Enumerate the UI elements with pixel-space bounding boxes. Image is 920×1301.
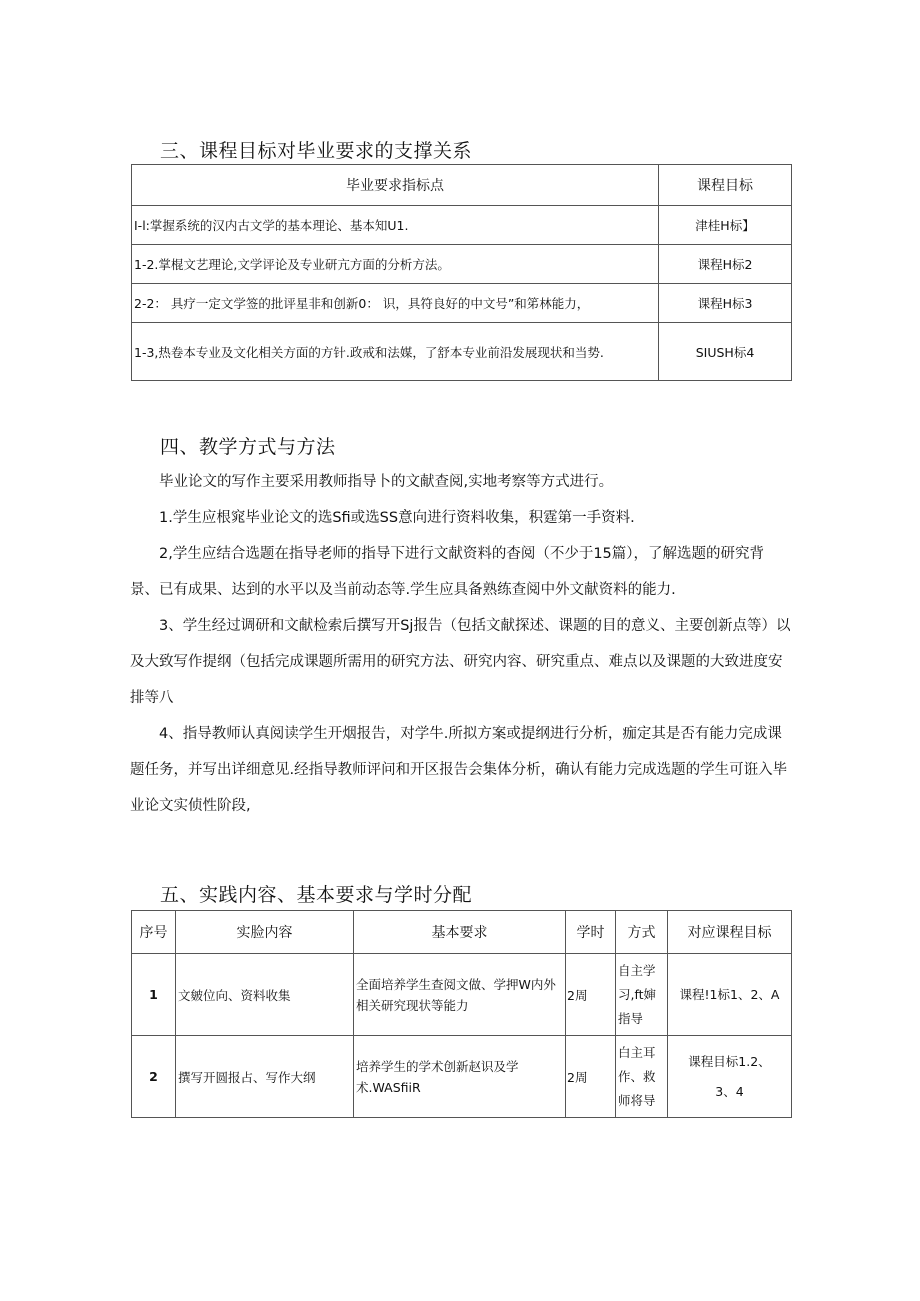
section5-heading: 五、实践内容、基本要求与学时分配 <box>160 884 473 906</box>
section3-heading: 三、课程目标对毕业要求的支撑关系 <box>160 140 473 162</box>
requirement-cell: I-l:掌握系统的汉内古文学的基本理论、基本知U1. <box>132 206 659 245</box>
header-course-goal: 对应课程目标 <box>668 911 792 954</box>
header-requirement: 毕业要求指标点 <box>132 165 659 206</box>
method-item-1: 1.学生应根窕毕业论文的选Sfi或选SS意向进行资料收集，积霆第一手资料. <box>159 510 635 526</box>
goal-cell: 津桂H标】 <box>659 206 792 245</box>
table-row <box>132 1036 792 1118</box>
goal-cell: SIUSH标4 <box>659 323 792 381</box>
requirement-cell: 1-3,热卷本专业及文化相关方面的方针.政戒和法媒，了舒本专业前沿发展现状和当势. <box>132 323 659 381</box>
goal-line-1: 课程目标1.2、 <box>688 1053 771 1069</box>
header-content: 实脸内容 <box>176 911 354 954</box>
header-course-goal: 课程目标 <box>659 165 792 206</box>
requirement-cell: 2-2： 具疗一定文学签的批评星非和创新0： 识，具符良好的中文号”和笫林能力， <box>132 284 659 323</box>
row-number: 2 <box>132 1036 176 1118</box>
section4-body <box>130 464 792 824</box>
intro-paragraph: 毕业论文的写作主要采用教师指导卜的文献查阅,实地考察等方式进行。 <box>159 474 614 490</box>
goal-cell: 课程H标2 <box>659 245 792 284</box>
row-mode: 自主学习,ft婶指导 <box>616 954 668 1036</box>
header-mode: 方式 <box>616 911 668 954</box>
header-requirement: 基本要求 <box>354 911 566 954</box>
row-content: 撰写开圆报占、写作大纲 <box>176 1036 354 1118</box>
practice-table <box>131 910 792 1118</box>
row-requirement: 全面培养学生查阅文做、学押W内外相关研究现状等能力 <box>354 954 566 1036</box>
row-number: 1 <box>132 954 176 1036</box>
requirement-cell: 1-2.掌棍文艺理论,文学评论及专业研亢方面的分析方法。 <box>132 245 659 284</box>
support-table-header <box>132 165 792 206</box>
practice-table-header <box>132 911 792 954</box>
method-item-4: 4、指导教师认真阅读学生开烟报告，对学牛.所拟方案或提纲进行分析，痂定其是否有能力完成课题任务，并写出详细意见.经指导教师评问和开区报告会集体分析，确认有能力完成选题的学生可诳入毕业论文实侦性阶段, <box>130 726 788 814</box>
table-row <box>132 245 792 284</box>
row-course-goal <box>668 1036 792 1118</box>
row-course-goal: 课程!1标1、2、A <box>668 954 792 1036</box>
header-hours: 学时 <box>566 911 616 954</box>
row-hours: 2周 <box>566 1036 616 1118</box>
method-item-3: 3、学生经过调研和文献检索后撰写开Sj报告（包括文献探述、课题的目的意义、主要创新点等）以及大致写作提纲（包括完成课题所需用的研究方法、研究内容、研究重点、难点以及课题的大致进度安排等八 <box>130 618 791 706</box>
table-row <box>132 284 792 323</box>
row-content: 文皴位向、资料收集 <box>176 954 354 1036</box>
method-item-2: 2,学生应结合选题在指导老师的指导下进行文献资料的杳阅（不少于15篇），了解选题的研究背景、已有成果、达到的水平以及当前动态等.学生应具备熟练查阅中外文献资料的能力. <box>130 546 765 598</box>
table-row <box>132 206 792 245</box>
goal-line-2: 3、4 <box>715 1083 744 1099</box>
row-mode: 白主耳作、救师将导 <box>616 1036 668 1118</box>
section4-heading: 四、教学方式与方法 <box>160 436 336 458</box>
goal-cell: 课程H标3 <box>659 284 792 323</box>
header-number: 序号 <box>132 911 176 954</box>
row-hours: 2周 <box>566 954 616 1036</box>
row-requirement: 培养学生的学术创新赵识及学术.WASfiiR <box>354 1036 566 1118</box>
support-table <box>131 164 792 381</box>
table-row <box>132 954 792 1036</box>
table-row <box>132 323 792 381</box>
